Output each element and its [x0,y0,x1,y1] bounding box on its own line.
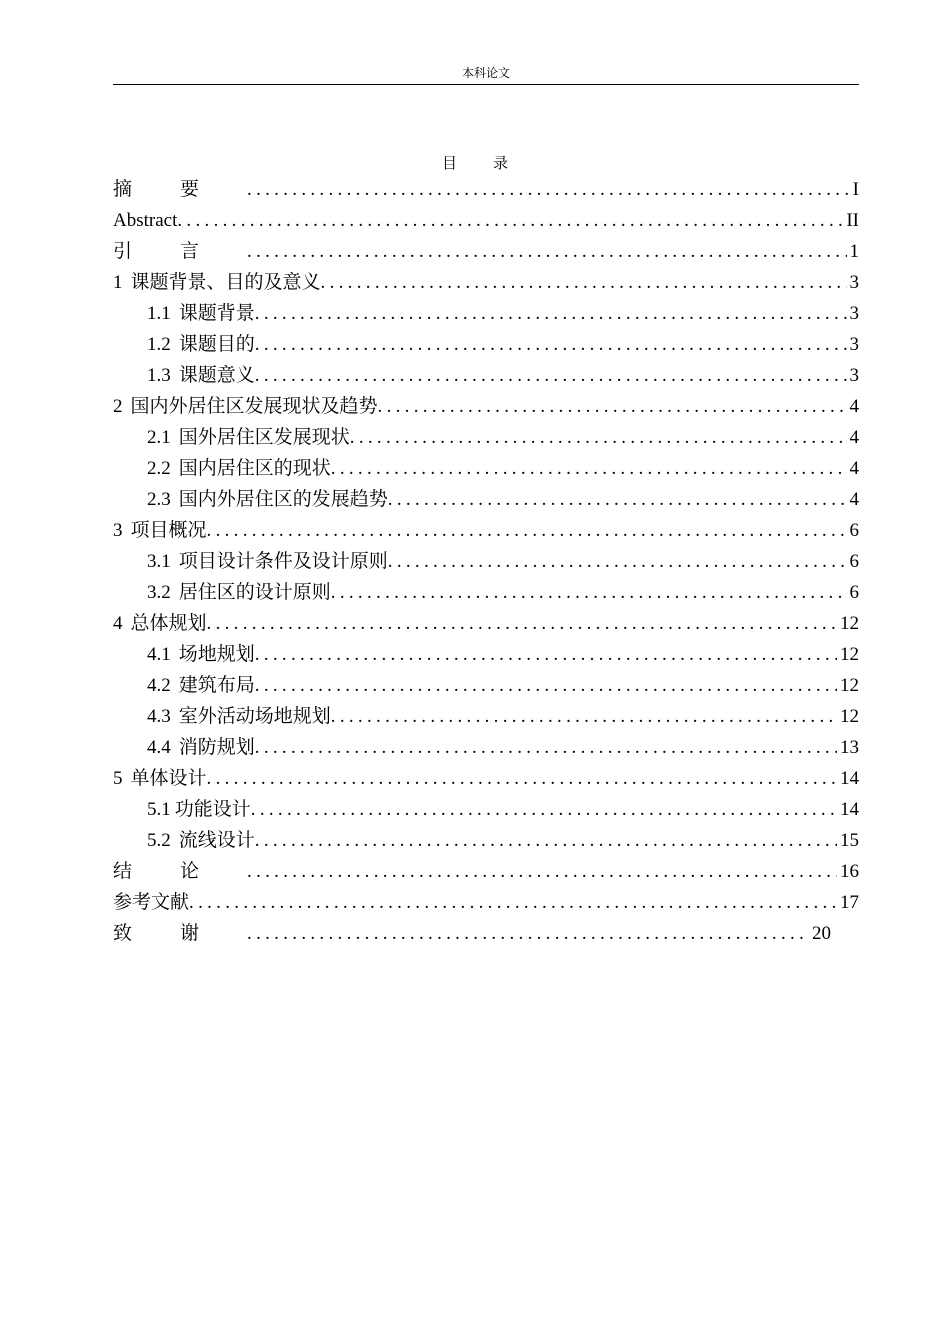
toc-page-number: 4 [849,396,859,417]
toc-leader-dots [207,763,837,794]
toc-entry-label: Abstract [113,210,178,231]
toc-page-number: 6 [849,582,859,603]
running-title: 本科论文 [461,66,510,80]
toc-entry-label: 4.3 室外活动场地规划 [147,706,331,727]
toc-entry-chapter-4[interactable] [113,608,859,639]
toc-leader-dots [247,236,846,267]
toc-entry-section-3-2[interactable] [113,577,859,608]
toc-page-number: I [852,179,859,200]
toc-entry-label: 2.1 国外居住区发展现状 [147,427,350,448]
toc-leader-dots [207,608,837,639]
toc-page-number: 20 [812,923,831,944]
toc-entry-label: 4.2 建筑布局 [147,675,255,696]
toc-entry-section-5-2[interactable] [113,825,859,856]
toc-entry-section-1-2[interactable] [113,329,859,360]
toc-entry-acknowledgements[interactable] [113,918,831,949]
toc-page-number: II [846,210,859,231]
toc-leader-dots [350,422,847,453]
toc-list [113,174,859,949]
toc-entry-label: 2.2 国内居住区的现状 [147,458,331,479]
toc-title [0,155,950,173]
toc-entry-section-4-4[interactable] [113,732,859,763]
toc-leader-dots [331,453,847,484]
toc-entry-label: 3.2 居住区的设计原则 [147,582,331,603]
toc-leader-dots [255,360,847,391]
toc-page-number: 17 [840,892,859,913]
toc-page-number: 15 [840,830,859,851]
toc-entry-section-4-2[interactable] [113,670,859,701]
toc-entry-label: 引言 [113,241,248,262]
toc-entry-label: 1.3 课题意义 [147,365,255,386]
toc-page-number: 3 [849,303,859,324]
toc-page-number: 3 [849,365,859,386]
toc-leader-dots [177,205,843,236]
toc-entry-section-4-3[interactable] [113,701,859,732]
toc-entry-label: 4.1 场地规划 [147,644,255,665]
toc-leader-dots [255,670,837,701]
toc-leader-dots [189,887,837,918]
toc-leader-dots [255,639,837,670]
toc-page-number: 14 [840,799,859,820]
toc-entry-label: 参考文献 [113,892,190,913]
toc-leader-dots [331,701,837,732]
toc-entry-label: 2 国内外居住区发展现状及趋势 [113,396,378,417]
toc-entry-section-2-1[interactable] [113,422,859,453]
toc-leader-dots [331,577,847,608]
toc-page-number: 4 [849,458,859,479]
toc-entry-introduction[interactable] [113,236,859,267]
toc-entry-label: 2.3 国内外居住区的发展趋势 [147,489,388,510]
toc-entry-chapter-2[interactable] [113,391,859,422]
toc-leader-dots [388,484,847,515]
toc-page-number: 4 [849,427,859,448]
toc-page-number: 3 [849,334,859,355]
toc-entry-label: 4.4 消防规划 [147,737,255,758]
toc-page-number: 12 [840,613,859,634]
toc-leader-dots [251,794,837,825]
toc-entry-label: 4 总体规划 [113,613,207,634]
toc-leader-dots [255,732,837,763]
toc-entry-references[interactable] [113,887,859,918]
toc-leader-dots [388,546,847,577]
toc-leader-dots [255,298,847,329]
toc-page-number: 1 [849,241,859,262]
toc-entry-chapter-1[interactable] [113,267,859,298]
toc-page-number: 6 [849,551,859,572]
toc-entry-label: 致谢 [113,923,248,944]
toc-entry-abstract-cn[interactable] [113,174,859,205]
toc-page-number: 12 [840,644,859,665]
toc-entry-abstract-en[interactable] [113,205,859,236]
toc-entry-section-4-1[interactable] [113,639,859,670]
toc-entry-label: 1 课题背景、目的及意义 [113,272,321,293]
toc-title-left: 目 [441,156,457,172]
page-header [113,66,859,85]
toc-entry-conclusion[interactable] [113,856,859,887]
toc-entry-section-1-3[interactable] [113,360,859,391]
toc-entry-label: 5.2 流线设计 [147,830,255,851]
toc-page-number: 3 [849,272,859,293]
toc-leader-dots [378,391,847,422]
toc-entry-label: 3 项目概况 [113,520,207,541]
toc-leader-dots [247,856,837,887]
toc-entry-label: 结论 [113,861,248,882]
toc-entry-label: 3.1 项目设计条件及设计原则 [147,551,388,572]
toc-page-number: 16 [840,861,859,882]
toc-leader-dots [207,515,847,546]
toc-entry-label: 1.1 课题背景 [147,303,255,324]
toc-entry-chapter-5[interactable] [113,763,859,794]
toc-title-right: 录 [493,156,509,172]
toc-leader-dots [255,329,847,360]
toc-leader-dots [255,825,837,856]
toc-leader-dots [247,174,850,205]
toc-page-number: 12 [840,675,859,696]
toc-entry-section-2-3[interactable] [113,484,859,515]
toc-entry-chapter-3[interactable] [113,515,859,546]
toc-page-number: 13 [840,737,859,758]
toc-leader-dots [247,918,809,949]
toc-entry-section-1-1[interactable] [113,298,859,329]
toc-entry-section-5-1[interactable] [113,794,859,825]
toc-entry-label: 5.1 功能设计 [147,799,251,820]
toc-entry-section-3-1[interactable] [113,546,859,577]
toc-entry-section-2-2[interactable] [113,453,859,484]
toc-page-number: 6 [849,520,859,541]
toc-leader-dots [321,267,847,298]
toc-page-number: 12 [840,706,859,727]
toc-page-number: 14 [840,768,859,789]
toc-page-number: 4 [849,489,859,510]
toc-entry-label: 1.2 课题目的 [147,334,255,355]
toc-entry-label: 摘要 [113,179,248,200]
toc-entry-label: 5 单体设计 [113,768,207,789]
